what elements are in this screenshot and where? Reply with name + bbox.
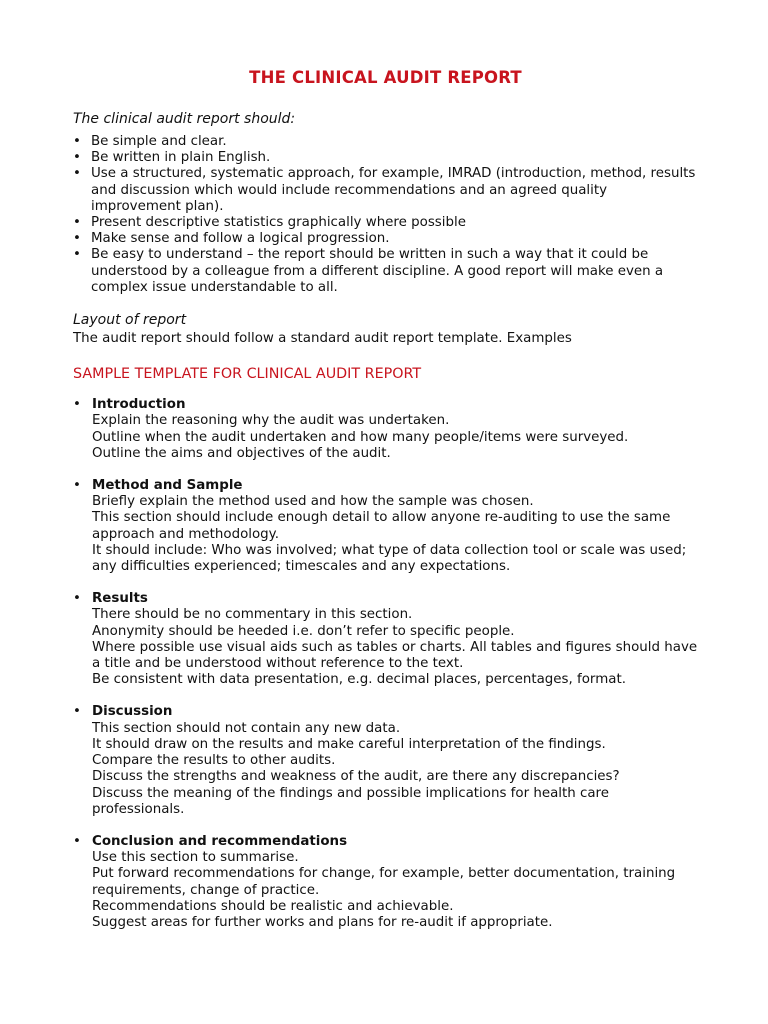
section-line: There should be no commentary in this section. [92, 607, 413, 623]
template-section-list [73, 397, 698, 931]
section-line: This section should include enough detail to allow anyone re-auditing to use the same approach and methodology. [92, 510, 671, 542]
section-line: Where possible use visual aids such as tables or charts. All tables and figures should have a title and be understood without reference to the text. [92, 639, 698, 672]
list-item: • Be simple and clear. [73, 134, 227, 149]
section-introduction: • Introduction Explain the reasoning why the audit was undertaken. Outline when the audit undertaken and how many people/items were surveyed. Outline the aims and objectives of the audit. [73, 397, 698, 462]
list-item: • Present descriptive statistics graphically where possible [73, 215, 466, 231]
section-line: Suggest areas for further works and plans for re-audit if appropriate. [92, 914, 553, 930]
list-item: • Be easy to understand – the report should be written in such a way that it could be understood by a colleague from a different discipline. A good report will make even a complex issue understandable to all. [73, 247, 664, 295]
section-title: Discussion [92, 704, 173, 720]
section-title: Results [92, 591, 148, 607]
section-discussion: • Discussion This section should not contain any new data. It should draw on the results and make careful interpretation of the findings. Compare the results to other audits. Discuss the strengths and weakness of the audit, are there any discrepancies? Discuss the meaning of the findings and possible implications for health care professionals. [73, 704, 698, 817]
section-results: • Results There should be no commentary in this section. Anonymity should be heeded i.e. don’t refer to specific people. Where possible use visual aids such as tables or charts. All tables and figures should have a title and be understood without reference to the text. Be consistent with data presentation, e.g. decimal places, percentages, format. [73, 591, 698, 688]
section-line: Discuss the strengths and weakness of the audit, are there any discrepancies? [92, 769, 620, 785]
section-line: Explain the reasoning why the audit was undertaken. [92, 413, 450, 429]
section-title: Method and Sample [92, 478, 243, 494]
section-line: Briefly explain the method used and how the sample was chosen. [92, 494, 534, 510]
section-line: Outline when the audit undertaken and how many people/items were surveyed. [92, 429, 629, 445]
section-line: Discuss the meaning of the findings and possible implications for health care professionals. [92, 785, 610, 817]
document-title: THE CLINICAL AUDIT REPORT [249, 68, 522, 87]
section-line: Anonymity should be heeded i.e. don’t refer to specific people. [92, 623, 515, 639]
section-method-and-sample: • Method and Sample Briefly explain the method used and how the sample was chosen. This section should include enough detail to allow anyone re-auditing to use the same approach and methodology. It should include: Who was involved; what type of data collection tool or scale was used; any difficulties experienced; timescales and any expectations. [73, 478, 698, 575]
list-item: • Make sense and follow a logical progression. [73, 231, 390, 247]
section-line: Use this section to summarise. [92, 850, 299, 866]
section-title: Introduction [92, 397, 186, 413]
section-line: This section should not contain any new data. [92, 720, 401, 736]
layout-text: The audit report should follow a standard audit report template. Examples [73, 331, 572, 347]
section-line: Put forward recommendations for change, for example, better documentation, training requirements, change of practice. [92, 866, 676, 898]
list-item: • Be written in plain English. [73, 150, 271, 166]
template-heading: SAMPLE TEMPLATE FOR CLINICAL AUDIT REPORT [73, 366, 422, 383]
section-line: It should draw on the results and make careful interpretation of the findings. [92, 736, 606, 752]
list-item: • Use a structured, systematic approach, for example, IMRAD (introduction, method, results and discussion which would include recommendations and an agreed quality improvement plan). [73, 166, 696, 214]
layout-subhead: Layout of report [73, 312, 187, 329]
section-line: Compare the results to other audits. [92, 753, 336, 769]
section-line: Outline the aims and objectives of the audit. [92, 445, 391, 461]
intro-subhead: The clinical audit report should: [73, 111, 296, 127]
section-line: Be consistent with data presentation, e.g. decimal places, percentages, format. [92, 672, 626, 688]
intro-bullet-list [73, 134, 698, 296]
section-line: Recommendations should be realistic and achievable. [92, 898, 454, 914]
section-title: Conclusion and recommendations [92, 833, 348, 849]
section-line: It should include: Who was involved; what type of data collection tool or scale was used; any difficulties experienced; timescales and any expectations. [92, 542, 687, 575]
section-conclusion: • Conclusion and recommendations Use this section to summarise. Put forward recommendations for change, for example, better documentation, training requirements, change of practice. Recommendations should be realistic and achievable. Suggest areas for further works and plans for re-audit if appropriate. [73, 834, 698, 931]
